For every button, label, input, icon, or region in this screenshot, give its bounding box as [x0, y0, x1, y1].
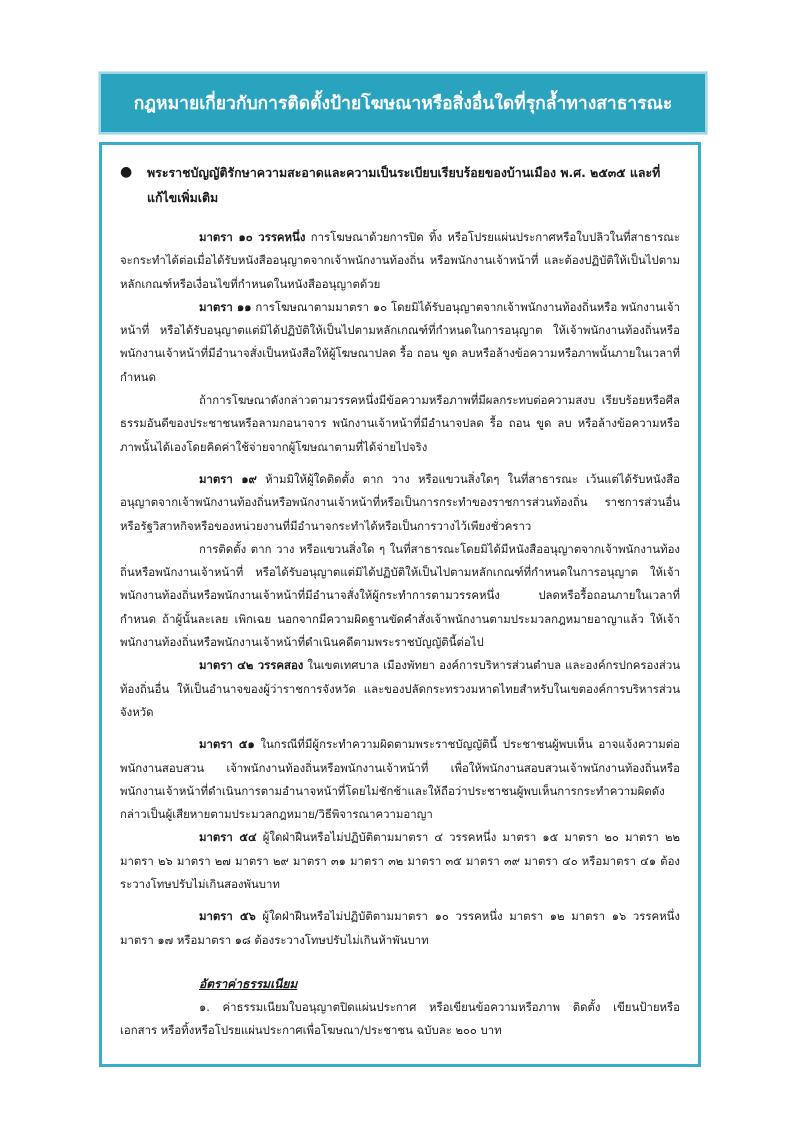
- content-frame: [99, 142, 701, 1067]
- section-paragraph: [120, 538, 680, 654]
- section-paragraph: [120, 654, 680, 724]
- section-text: ในกรณีที่มีผู้กระทำความผิดตามพระราชบัญญัตินี้ ประชาชนผู้พบเห็น อาจแจ้งความต่อพนักงานสอบสวน เจ้าพนักงานท้องถิ่นหรือพนักงานเจ้าหน้าที่ เพื่อให้พนักงานสอบสวนเจ้าพนักงานท้องถิ่นหรือพนักงานเจ้าหน้าที่ดำเนินการตามอำนาจหน้าที่โดยไม่ชักช้าและให้ถือว่าประชาชนผู้พบเห็นการกระทำความผิดดังกล่าวเป็นผู้เสียหายตามประมวลกฎหมาย/วิธีพิจารณาความอาญา: [120, 737, 680, 822]
- section-text: ถ้าการโฆษณาดังกล่าวตามวรรคหนึ่งมีข้อความหรือภาพที่มีผลกระทบต่อความสงบ เรียบร้อยหรือศีลธรรมอันดีของประชาชนหรือลามกอนาจาร พนักงานเจ้าหน้าที่มีอำนาจปลด รื้อ ถอน ขูด ลบ หรือล้างข้อความหรือภาพนั้นได้เองโดยคิดค่าใช้จ่ายจากผู้โฆษณาตามที่ได้จ่ายไปจริง: [120, 393, 680, 454]
- section-label: มาตรา ๑๑: [199, 299, 252, 314]
- section-text: ในเขตเทศบาล เมืองพัทยา องค์การบริหารส่วนตำบล และองค์กรปกครองส่วนท้องถิ่นอื่น ให้เป็นอำนาจของผู้ว่าราชการจังหวัด และของปลัดกระทรวงมหาดไทยสำหรับในเขตองค์การบริหารส่วนจังหวัด: [120, 658, 680, 719]
- section-paragraph: [120, 389, 680, 459]
- section-text: การโฆษณาด้วยการปิด ทิ้ง หรือโปรยแผ่นประกาศหรือใบปลิวในที่สาธารณะ จะกระทำได้ต่อเมื่อได้รับหนังสืออนุญาตจากเจ้าพนักงานท้องถิ่น หรือพนักงานเจ้าหน้าที่ และต้องปฏิบัติให้เป็นไปตามหลักเกณฑ์หรือเงื่อนไขที่กำหนดในหนังสืออนุญาตด้วย: [120, 230, 680, 291]
- section-label: มาตรา ๕๖: [199, 909, 256, 924]
- fee-item: ๑. ค่าธรรมเนียมใบอนุญาตปิดแผ่นประกาศ หรือเขียนข้อความหรือภาพ ติดตั้ง เขียนป้ายหรือเอกสาร หรือทิ้งหรือโปรยแผ่นประกาศเพื่อโฆษณา/ประชาชน ฉบับละ ๒๐๐ บาท: [120, 999, 680, 1038]
- section-label: มาตรา ๑๐ วรรคหนึ่ง: [199, 230, 306, 244]
- section-label: มาตรา ๑๙: [199, 471, 257, 486]
- act-heading: [120, 160, 680, 210]
- section-text: ห้ามมิให้ผู้ใดติดตั้ง ตาก วาง หรือแขวนสิ่งใดๆ ในที่สาธารณะ เว้นแต่ได้รับหนังสืออนุญาตจากเจ้าพนักงานท้องถิ่นหรือพนักงานเจ้าหน้าที่หรือเป็นการกระทำของราชการส่วนท้องถิ่น ราชการส่วนอื่นหรือรัฐวิสาหกิจหรือของหน่วยงานที่มีอำนาจกระทำได้หรือเป็นการวางไว้เพียงชั่วคราว: [120, 471, 680, 533]
- document-title: กฎหมายเกี่ยวกับการติดตั้งป้ายโฆษณาหรือสิ่งอื่นใดที่รุกล้ำทางสาธารณะ: [133, 94, 673, 114]
- section-text: การโฆษณาตามมาตรา ๑๐ โดยมิได้รับอนุญาตจากเจ้าพนักงานท้องถิ่นหรือ พนักงานเจ้าหน้าที่ หรือได้รับอนุญาตแต่มิได้ปฏิบัติให้เป็นไปตามหลักเกณฑ์ที่กำหนดในการอนุญาต ให้เจ้าพนักงานท้องถิ่นหรือพนักงานเจ้าหน้าที่มีอำนาจสั่งเป็นหนังสือให้ผู้โฆษณาปลด รื้อ ถอน ขูด ลบหรือล้างข้อความหรือภาพนั้นภายในเวลาที่กำหนด: [120, 299, 680, 384]
- section-paragraph: [120, 226, 680, 296]
- section-text: การติดตั้ง ตาก วาง หรือแขวนสิ่งใด ๆ ในที่สาธารณะโดยมิได้มีหนังสืออนุญาตจากเจ้าพนักงานท้องถิ่นหรือพนักงานเจ้าหน้าที่ หรือได้รับอนุญาตแต่มิได้ปฏิบัติให้เป็นไปตามหลักเกณฑ์ที่กำหนดในการอนุญาต ให้เจ้าพนักงานท้องถิ่นหรือพนักงานเจ้าหน้าที่มีอำนาจสั่งให้ผู้กระทำการตามวรรคหนึ่ง ปลดหรือรื้อถอนภายในเวลาที่กำหนด ถ้าผู้นั้นละเลย เพิกเฉย นอกจากมีความผิดฐานขัดคำสั่งเจ้าพนักงานตามประมวลกฎหมายอาญาแล้ว ให้เจ้าพนักงานท้องถิ่นหรือพนักงานเจ้าหน้าที่ดำเนินคดีตามพระราชบัญญัตินี้ต่อไป: [120, 541, 680, 650]
- section-paragraph: [120, 905, 680, 952]
- title-banner: [99, 72, 707, 134]
- section-text: ผู้ใดฝ่าฝืนหรือไม่ปฏิบัติตามมาตรา ๑๐ วรรคหนึ่ง มาตรา ๑๒ มาตรา ๑๖ วรรคหนึ่ง มาตรา ๑๗ หรือมาตรา ๑๘ ต้องระวางโทษปรับไม่เกินห้าพันบาท: [120, 909, 680, 947]
- section-label: มาตรา ๔๒ วรรคสอง: [199, 658, 304, 673]
- section-text: ผู้ใดฝ่าฝืนหรือไม่ปฏิบัติตามมาตรา ๔ วรรคหนึ่ง มาตรา ๑๕ มาตรา ๒๐ มาตรา ๒๒ มาตรา ๒๖ มาตรา ๒๗ มาตรา ๒๙ มาตรา ๓๑ มาตรา ๓๒ มาตรา ๓๕ มาตรา ๓๙ มาตรา ๔๐ หรือมาตรา ๔๑ ต้องระวางโทษปรับไม่เกินสองพันบาท: [120, 830, 680, 892]
- section-paragraph: [120, 468, 680, 538]
- section-paragraph: [120, 733, 680, 826]
- section-label: มาตรา ๕๔: [199, 830, 257, 845]
- fee-heading: อัตราค่าธรรมเนียม: [199, 976, 298, 991]
- section-paragraph: [120, 296, 680, 389]
- section-paragraph: [120, 826, 680, 896]
- bullet-icon: ●: [120, 164, 133, 180]
- document-body: [120, 160, 680, 1043]
- act-heading-text: พระราชบัญญัติรักษาความสะอาดและความเป็นระเบียบเรียบร้อยของบ้านเมือง พ.ศ. ๒๕๓๕ และที่แก้ไขเพิ่มเติม: [147, 165, 661, 205]
- section-label: มาตรา ๕๑: [199, 737, 255, 752]
